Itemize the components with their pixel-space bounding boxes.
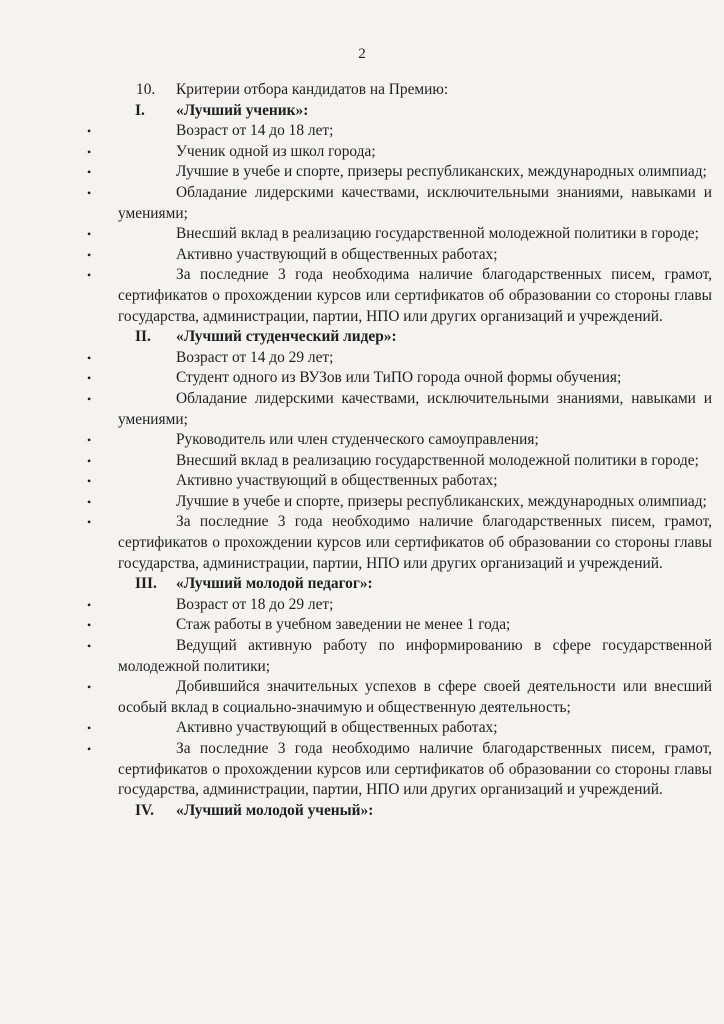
bullet-icon: • — [87, 268, 92, 283]
bullet-icon: • — [87, 165, 92, 180]
section-numeral: III. — [135, 575, 157, 593]
bullet-icon: • — [87, 247, 92, 262]
criteria-item-text: Добившийся значительных успехов в сфере своей деятельности или внесший особый вклад в социально-значимую и общественную деятельность; — [118, 678, 712, 716]
bullet-icon: • — [87, 721, 92, 736]
bullet-icon: • — [87, 474, 92, 489]
criteria-list-item — [60, 224, 712, 245]
criteria-item-text: Лучшие в учебе и спорте, призеры республиканских, международных олимпиад; — [176, 163, 707, 181]
section-title: «Лучший студенческий лидер»: — [176, 328, 397, 346]
intro-number: 10. — [136, 81, 156, 98]
criteria-intro — [118, 80, 712, 101]
criteria-item-text: Активно участвующий в общественных работах; — [176, 245, 498, 263]
criteria-list-item — [60, 615, 712, 636]
criteria-item-text: За последние 3 года необходимо наличие благодарственных писем, грамот, сертификатов о прохождении курсов или сертификатов об образовании со стороны главы государства, администрации, партии, НПО или других организаций и учреждений. — [118, 513, 712, 572]
criteria-item-text: Активно участвующий в общественных работах; — [176, 472, 498, 490]
criteria-list-item — [60, 636, 712, 677]
section-heading — [118, 801, 712, 822]
criteria-list-item — [60, 512, 712, 574]
section-heading — [118, 327, 712, 348]
criteria-sections — [87, 101, 712, 822]
criteria-list-item — [60, 265, 712, 327]
intro-text: Критерии отбора кандидатов на Премию: — [176, 81, 449, 98]
section-title: «Лучший молодой педагог»: — [176, 575, 373, 593]
bullet-icon: • — [87, 618, 92, 633]
criteria-list-item — [60, 430, 712, 451]
criteria-item-text: Внесший вклад в реализацию государственной молодежной политики в городе; — [176, 225, 699, 243]
bullet-icon: • — [87, 227, 92, 242]
bullet-icon: • — [87, 350, 92, 365]
criteria-list-item — [60, 718, 712, 739]
criteria-item-text: Активно участвующий в общественных работах; — [176, 719, 498, 737]
bullet-icon: • — [87, 742, 92, 756]
criteria-list-item — [60, 183, 712, 224]
criteria-item-text: Обладание лидерскими качествами, исключительными знаниями, навыками и умениями; — [118, 389, 712, 428]
criteria-item-text: Лучшие в учебе и спорте, призеры республиканских, международных олимпиад; — [176, 492, 707, 510]
criteria-list-item — [60, 595, 712, 616]
criteria-list-item — [60, 245, 712, 266]
criteria-list-item — [60, 677, 712, 718]
criteria-list-item — [60, 739, 712, 801]
bullet-icon: • — [87, 597, 92, 612]
criteria-item-text: Возраст от 14 до 18 лет; — [176, 122, 334, 140]
bullet-icon: • — [87, 371, 92, 386]
criteria-list-item — [60, 451, 712, 472]
section-heading — [118, 574, 712, 595]
page-number: 2 — [358, 46, 366, 62]
bullet-icon: • — [87, 391, 92, 406]
criteria-list-item — [60, 471, 712, 492]
criteria-item-text: Возраст от 14 до 29 лет; — [176, 348, 334, 366]
bullet-icon: • — [87, 124, 92, 139]
criteria-list-item — [60, 142, 712, 163]
criteria-item-text: За последние 3 года необходима наличие благодарственных писем, грамот, сертификатов о прохождении курсов или сертификатов об образовании со стороны главы государства, администрации, партии, НПО или других организаций и учреждений. — [118, 266, 712, 325]
section-title: «Лучший молодой ученый»: — [176, 801, 374, 819]
criteria-list-item — [60, 389, 712, 430]
bullet-icon: • — [87, 680, 92, 695]
criteria-item-text: Обладание лидерскими качествами, исключительными знаниями, навыками и умениями; — [118, 183, 712, 222]
bullet-icon: • — [87, 144, 92, 159]
bullet-icon: • — [87, 639, 92, 654]
criteria-item-text: За последние 3 года необходимо наличие благодарственных писем, грамот, сертификатов о прохождении курсов или сертификатов об образовании со стороны главы государства, администрации, партии, НПО или других организаций и учреждений. — [118, 740, 712, 799]
bullet-icon: • — [87, 515, 92, 530]
criteria-item-text: Руководитель или член студенческого самоуправления; — [176, 431, 539, 449]
bullet-icon: • — [87, 453, 92, 468]
section-title: «Лучший ученик»: — [176, 101, 309, 119]
bullet-icon: • — [87, 185, 92, 200]
bullet-icon: • — [87, 433, 92, 448]
section-numeral: II. — [135, 328, 151, 346]
criteria-item-text: Студент одного из ВУЗов или ТиПО города очной формы обучения; — [176, 369, 622, 387]
section-numeral: IV. — [135, 801, 154, 819]
section-numeral: I. — [135, 101, 145, 119]
section-heading — [118, 101, 712, 122]
criteria-list-item — [60, 162, 712, 183]
criteria-list-item — [60, 492, 712, 513]
criteria-item-text: Возраст от 18 до 29 лет; — [176, 595, 334, 613]
criteria-list-item — [60, 121, 712, 142]
criteria-item-text: Стаж работы в учебном заведении не менее 1 года; — [176, 616, 511, 634]
criteria-list-item — [60, 348, 712, 369]
criteria-item-text: Ведущий активную работу по информированию в сфере государственной молодежной политики; — [118, 637, 712, 675]
criteria-item-text: Ученик одной из школ города; — [176, 142, 376, 160]
criteria-item-text: Внесший вклад в реализацию государственной молодежной политики в городе; — [176, 451, 699, 469]
criteria-list-item — [60, 368, 712, 389]
bullet-icon: • — [87, 494, 92, 509]
